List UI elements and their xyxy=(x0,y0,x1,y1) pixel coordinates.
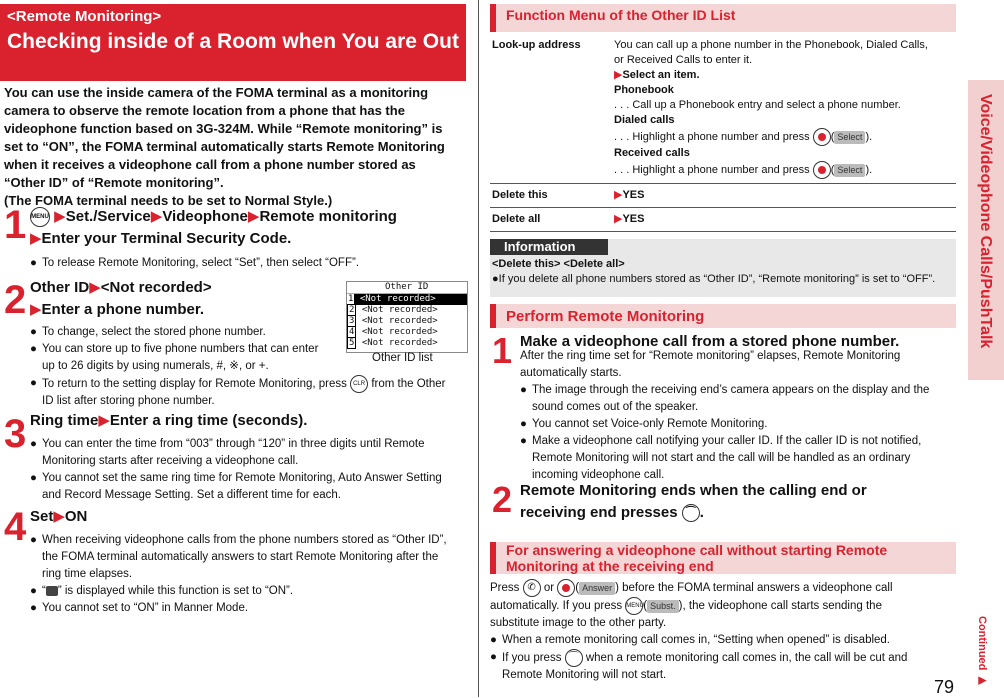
information-box: Information <Delete this> <Delete all> ●If you delete all phone numbers stored as “Other ID”, “Remote monitoring” is set to “OFF”. xyxy=(490,239,956,297)
screen-title: Other ID xyxy=(385,282,429,292)
enter-key-icon xyxy=(557,579,575,597)
end-key-icon: ⌒ xyxy=(682,504,700,522)
step-1-notes: ● To release Remote Monitoring, select “Set”, then select “OFF”. xyxy=(30,257,360,269)
continued-marker: Continued ▶ xyxy=(976,616,988,687)
menu-key-icon: MENU xyxy=(30,207,50,227)
enter-key-icon xyxy=(813,161,831,179)
screen-caption: Other ID list xyxy=(372,352,433,364)
step-3-notes: ● You can enter the time from “003” through “120” in three digits until Remote Monitoring starts after receiving a videophone call. ● You cannot set the same ring time for Remote Monitoring, Auto Answer Setting and Record Message Setting. Set a different time for each. xyxy=(30,438,442,501)
function-menu-table xyxy=(490,34,956,232)
table-row: Delete this ▶YES xyxy=(490,184,956,208)
header-category: <Remote Monitoring> xyxy=(7,8,162,25)
intro-text: You can use the inside camera of the FOMA terminal as a monitoring camera to observe the remote location from a phone that has the videophone function based on 3G-324M. While “Remote monitoring” is set to “ON”, the FOMA terminal automatically starts Remote Monitoring when it receives a videophone call from a phone number stored as “Other ID” of “Remote monitoring”. (The FOMA terminal needs to be set to Normal Style.) xyxy=(4,85,445,208)
step-1-number: 1 xyxy=(4,203,27,247)
table-row: Delete all ▶YES xyxy=(490,208,956,232)
page-number: 79 xyxy=(934,677,955,697)
end-key-icon: ⌒ xyxy=(565,649,583,667)
perform-step-1-notes: After the ring time set for “Remote monitoring” elapses, Remote Monitoring automatically starts. ● The image through the receiving end’s camera appears on the display and the sound comes out of the speaker. ● You cannot set Voice-only Remote Monitoring. ● Make a videophone call notifying your caller ID. If the caller ID is not notified, Remote Monitoring will not start and the call will be handled as an ordinary incoming videophone call. xyxy=(520,350,930,481)
perform-step-2-title: Remote Monitoring ends when the calling end or receiving end presses ⌒ . xyxy=(520,482,867,521)
step-4-title: Set▶ON xyxy=(30,508,88,525)
remote-monitoring-icon xyxy=(46,586,58,596)
page-title: Checking inside of a Room when You are Out xyxy=(7,30,459,53)
function-menu-header: Function Menu of the Other ID List xyxy=(490,4,956,32)
step-3-title: Ring time▶Enter a ring time (seconds). xyxy=(30,412,308,429)
perform-step-2-number: 2 xyxy=(492,479,513,520)
answering-header: For answering a videophone call without starting Remote Monitoring at the receiving end xyxy=(490,542,956,574)
step-1-title: MENU ▶Set./Service▶Videophone▶Remote monitoring ▶Enter your Terminal Security Code. xyxy=(30,208,397,247)
answering-text: Press ✆ or ( Answer ) before the FOMA terminal answers a videophone call automatically. If you press MENU( Subst. ), the videophone call starts sending the substitute image to the other party. ● When a remote monitoring call comes in, “Setting when opened” is disabled. ● If you press ⌒ when a remote monitoring call comes in, the call will be cut and Remote Monitoring will not start. xyxy=(490,579,956,684)
menu-key-icon: MENU xyxy=(625,597,643,615)
step-2-notes: ● To change, select the stored phone number. ● You can store up to five phone numbers that can enter up to 26 digits by using numerals, #, ※, or +. ● To return to the setting display for Remote Monitoring, press CLR from the Other ID list after storing phone number. xyxy=(30,326,446,408)
chapter-sidebar xyxy=(968,80,1004,380)
perform-step-1-number: 1 xyxy=(492,330,513,371)
clr-key-icon: CLR xyxy=(350,375,368,393)
other-id-screen: Other ID 1 <Not recorded> 2 <Not recorded> 3 <Not recorded> 4 <Not recorded> 5 <Not recorded> xyxy=(346,281,468,353)
section-header xyxy=(0,4,466,81)
step-4-number: 4 xyxy=(4,505,27,549)
step-2-number: 2 xyxy=(4,278,27,322)
step-3-number: 3 xyxy=(4,412,27,456)
enter-key-icon xyxy=(813,128,831,146)
step-2-title: Other ID▶<Not recorded> ▶Enter a phone number. xyxy=(30,279,212,318)
table-row: Look-up address You can call up a phone number in the Phonebook, Dialed Calls, or Received Calls to enter it. ▶Select an item. Phonebook . . . Call up a Phonebook entry and select a phone number. Dialed calls . . . Highlight a phone number and press ( Select ). Received calls . . . Highlight a phone number and press ( Select ). xyxy=(490,34,956,184)
call-key-icon: ✆ xyxy=(523,579,541,597)
perform-header: Perform Remote Monitoring xyxy=(490,304,956,328)
perform-step-1-title: Make a videophone call from a stored phone number. xyxy=(520,333,900,350)
information-tag: Information xyxy=(490,239,608,255)
chapter-title: Voice/Videophone Calls/PushTalk xyxy=(977,94,994,349)
column-divider xyxy=(478,0,479,697)
step-4-notes: ● When receiving videophone calls from the phone numbers stored as “Other ID”, the FOMA terminal automatically answers to start Remote Monitoring after the ring time elapses. ● “ ” is displayed while this function is set to “ON”. ● You cannot set to “ON” in Manner Mode. xyxy=(30,534,447,614)
